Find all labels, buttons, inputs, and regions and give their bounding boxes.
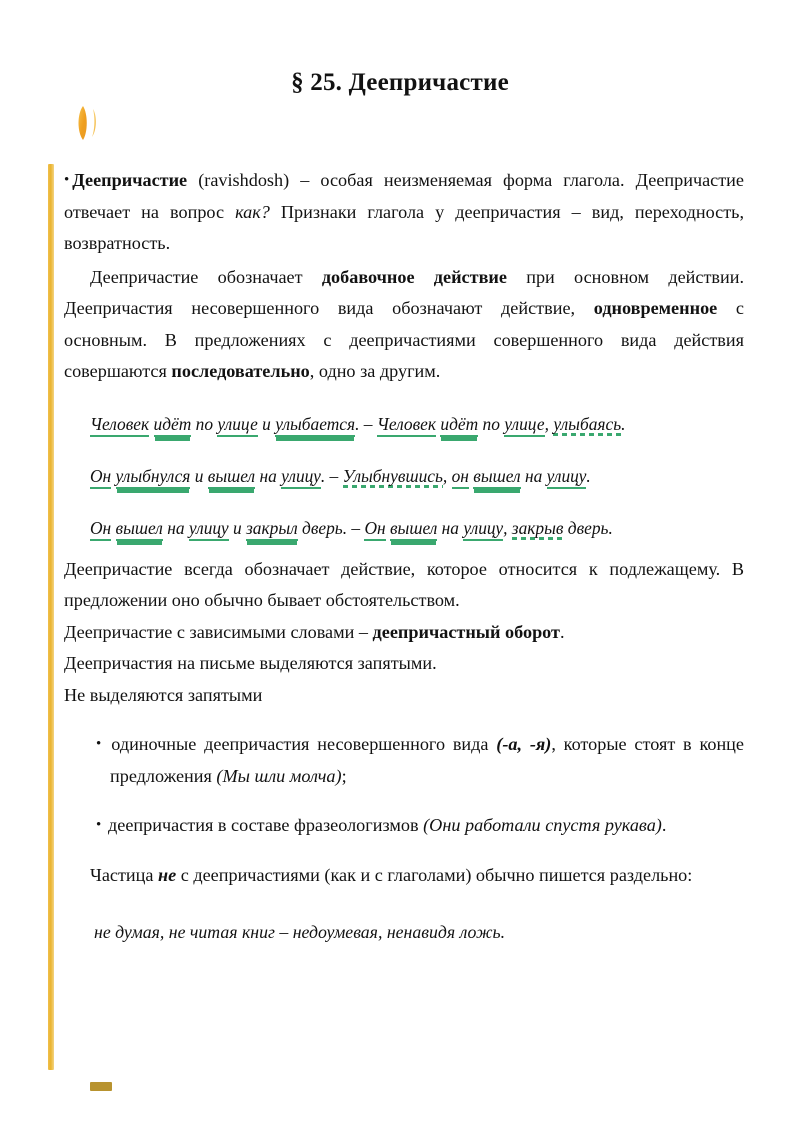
example-marked-dotdash: улыбаясь [553, 415, 621, 436]
meaning-text-1: Деепричастие обозначает [90, 266, 322, 287]
example-marked-single: Человек [90, 415, 149, 437]
turnover-term: деепричастный оборот [372, 621, 560, 642]
turnover-tail: . [559, 621, 565, 642]
turnover-rule-paragraph [64, 617, 744, 649]
example-text: на [255, 465, 282, 486]
list-example-italic: (Мы шли молча) [216, 765, 342, 786]
example-text: . – [355, 413, 377, 434]
left-accent-rule [48, 164, 54, 1070]
no-comma-list [64, 729, 744, 842]
example-sentence [90, 502, 744, 554]
list-text-1: деепричастия в составе фразеологизмов [108, 815, 424, 836]
turnover-text: Деепричастие с зависимыми словами – [64, 621, 373, 642]
particle-text-1: Частица [90, 864, 158, 885]
example-text: по [478, 413, 505, 434]
meaning-text-3: с основным. В предложениях с деепричастиями совершенного вида действия совершаются [64, 298, 744, 381]
example-marked-single: Он [90, 519, 111, 541]
list-text-1: одиночные деепричастия несовершенного вида [111, 734, 497, 755]
list-item [96, 810, 744, 842]
example-text: на [162, 517, 189, 538]
meaning-text-2: при основном действии. Деепричастия несовершенного вида обозначают действие, [64, 266, 744, 318]
definition-text-2: Признаки глагола у деепричастия – вид, переходность, возвратность. [64, 201, 745, 253]
example-marked-single: Он [90, 467, 111, 489]
final-example-line: не думая, не читая книг – недоумевая, ненавидя ложь. [94, 922, 506, 943]
diamond-ornament-icon [68, 103, 108, 143]
bottom-section-marker [90, 1082, 112, 1091]
meaning-paragraph [64, 262, 744, 388]
example-text: и [228, 517, 247, 538]
list-bullet-icon: • [96, 817, 106, 834]
definition-bullet-icon: • [64, 172, 70, 188]
example-marked-double: вышел [390, 519, 437, 541]
no-commas-heading: Не выделяются запятыми [64, 684, 263, 705]
example-text: . [586, 465, 591, 486]
example-marked-double: улыбнулся [116, 467, 191, 489]
list-example-italic: (Они работали спустя рукава) [423, 815, 662, 836]
example-marked-double: закрыл [246, 519, 298, 541]
example-text: и [257, 413, 276, 434]
example-marked-single-thin: улицу [463, 519, 503, 541]
example-marked-single-thin: улице [504, 415, 544, 437]
example-marked-dotdash: Улыбнувшись [343, 467, 443, 488]
page-title: § 25. Деепричастие [291, 68, 509, 96]
example-text: , [503, 517, 512, 538]
body-content [64, 165, 744, 965]
particle-word: не [158, 864, 177, 885]
meaning-text-4: , одно за другим. [309, 361, 441, 381]
particle-paragraph [64, 860, 744, 892]
example-marked-dotdash: закрыв [512, 519, 564, 540]
subject-rule-paragraph: Деепричастие всегда обозначает действие, которое относится к подлежащему. В предложении оно обычно бывает обстоятельством. [64, 558, 744, 610]
list-text-3: ; [341, 765, 347, 786]
list-item [96, 729, 744, 792]
list-text-3: . [661, 815, 667, 836]
particle-text-2: с деепричастиями (как и с глаголами) обычно пишется раздельно: [176, 864, 693, 885]
example-text: , [544, 413, 554, 434]
meaning-bold-1: добавочное действие [321, 266, 507, 287]
example-text: . – [320, 465, 343, 486]
example-sentence [90, 450, 744, 502]
example-marked-single-thin: улицу [189, 519, 229, 541]
example-marked-single: Человек [377, 415, 436, 437]
meaning-bold-2: одновременное [593, 298, 718, 318]
example-marked-single: он [452, 467, 469, 489]
example-marked-single-thin: улице [217, 415, 257, 437]
example-sentences [64, 398, 744, 554]
example-marked-single-thin: улицу [547, 467, 587, 489]
definition-text-1: – особая неизменяемая форма глагола. Деепричастие отвечает на вопрос [64, 170, 744, 222]
example-marked-single: Он [364, 519, 385, 541]
example-marked-double: вышел [473, 467, 520, 489]
definition-paragraph [64, 165, 744, 260]
example-text: дверь. – [297, 517, 365, 538]
example-text: по [191, 413, 218, 434]
commas-rule-paragraph: Деепричастия на письме выделяются запятыми. [64, 653, 437, 673]
example-text: на [437, 517, 464, 538]
example-marked-single-thin: улицу [281, 467, 321, 489]
definition-term: Деепричастие [72, 170, 188, 190]
example-text: . [621, 413, 626, 434]
definition-transliteration: (ravishdosh) [187, 170, 290, 190]
list-text-2: , которые стоят в конце предложения [110, 734, 744, 786]
example-marked-double: улыбается [275, 415, 355, 437]
example-marked-double: идёт [154, 415, 192, 437]
example-text: и [190, 465, 208, 486]
example-text: на [520, 465, 547, 486]
meaning-bold-3: последовательно [171, 361, 310, 381]
example-text: , [442, 465, 452, 486]
example-marked-double: вышел [208, 467, 255, 489]
example-sentence [90, 398, 744, 450]
example-text: дверь. [563, 517, 613, 538]
example-marked-double: вышел [116, 519, 163, 541]
list-bullet-icon: • [96, 736, 109, 753]
example-marked-double: идёт [440, 415, 478, 437]
list-suffix-emphasis: (-а, -я) [496, 734, 552, 755]
definition-question-word: как? [235, 201, 270, 222]
